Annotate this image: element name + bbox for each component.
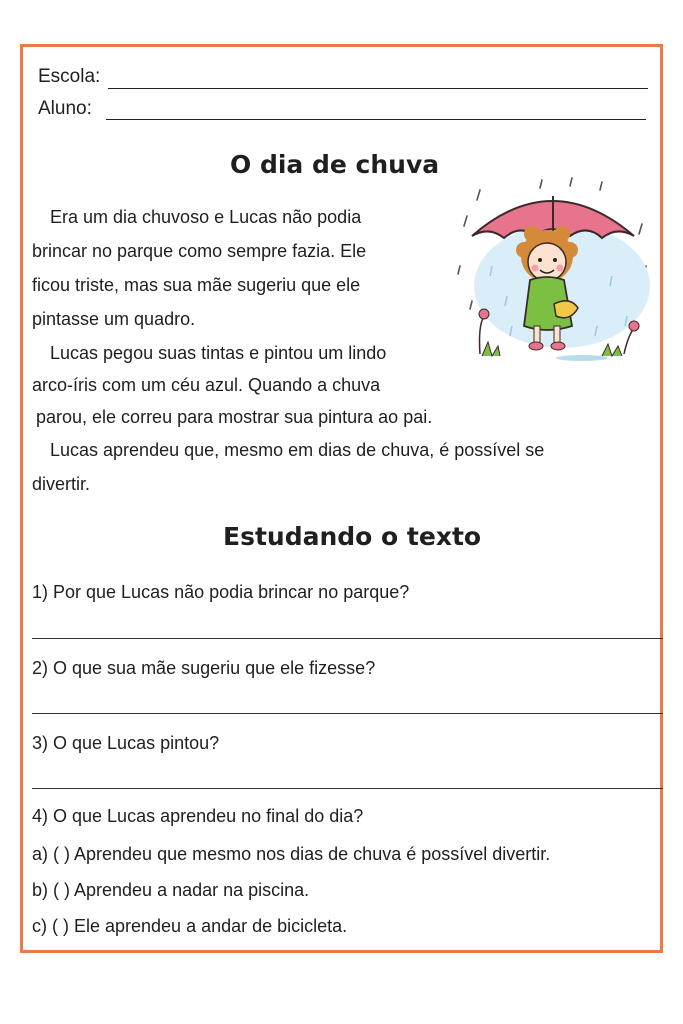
escola-label: Escola:	[38, 66, 101, 87]
question-4: 4) O que Lucas aprendeu no final do dia?	[32, 806, 364, 826]
question-2: 2) O que sua mãe sugeriu que ele fizesse?	[32, 658, 376, 678]
escola-answer-line[interactable]	[108, 88, 648, 89]
study-title: Estudando o texto	[223, 522, 482, 551]
story-line: pintasse um quadro.	[32, 309, 196, 329]
aluno-answer-line[interactable]	[106, 119, 646, 120]
option-c[interactable]: c) ( ) Ele aprendeu a andar de bicicleta.	[32, 916, 348, 936]
story-title: O dia de chuva	[230, 150, 440, 179]
story-line: ficou triste, mas sua mãe sugeriu que ele	[32, 275, 361, 295]
child-with-umbrella-icon	[452, 176, 652, 366]
story-line: parou, ele correu para mostrar sua pintura ao pai.	[36, 407, 433, 427]
story-line: brincar no parque como sempre fazia. Ele	[32, 241, 367, 261]
story-line: divertir.	[32, 474, 91, 494]
story-line: arco-íris com um céu azul. Quando a chuva	[32, 375, 381, 395]
question-3: 3) O que Lucas pintou?	[32, 733, 220, 753]
answer-line-3[interactable]	[32, 788, 663, 789]
story-line: Era um dia chuvoso e Lucas não podia	[50, 207, 362, 227]
question-1: 1) Por que Lucas não podia brincar no parque?	[32, 582, 410, 602]
story-line: Lucas pegou suas tintas e pintou um lindo	[50, 343, 387, 363]
aluno-label: Aluno:	[38, 98, 92, 119]
answer-line-1[interactable]	[32, 638, 663, 639]
child-umbrella-illustration	[452, 176, 652, 366]
option-a[interactable]: a) ( ) Aprendeu que mesmo nos dias de chuva é possível divertir.	[32, 844, 551, 864]
option-b[interactable]: b) ( ) Aprendeu a nadar na piscina.	[32, 880, 310, 900]
story-line: Lucas aprendeu que, mesmo em dias de chuva, é possível se	[50, 440, 545, 460]
answer-line-2[interactable]	[32, 713, 663, 714]
